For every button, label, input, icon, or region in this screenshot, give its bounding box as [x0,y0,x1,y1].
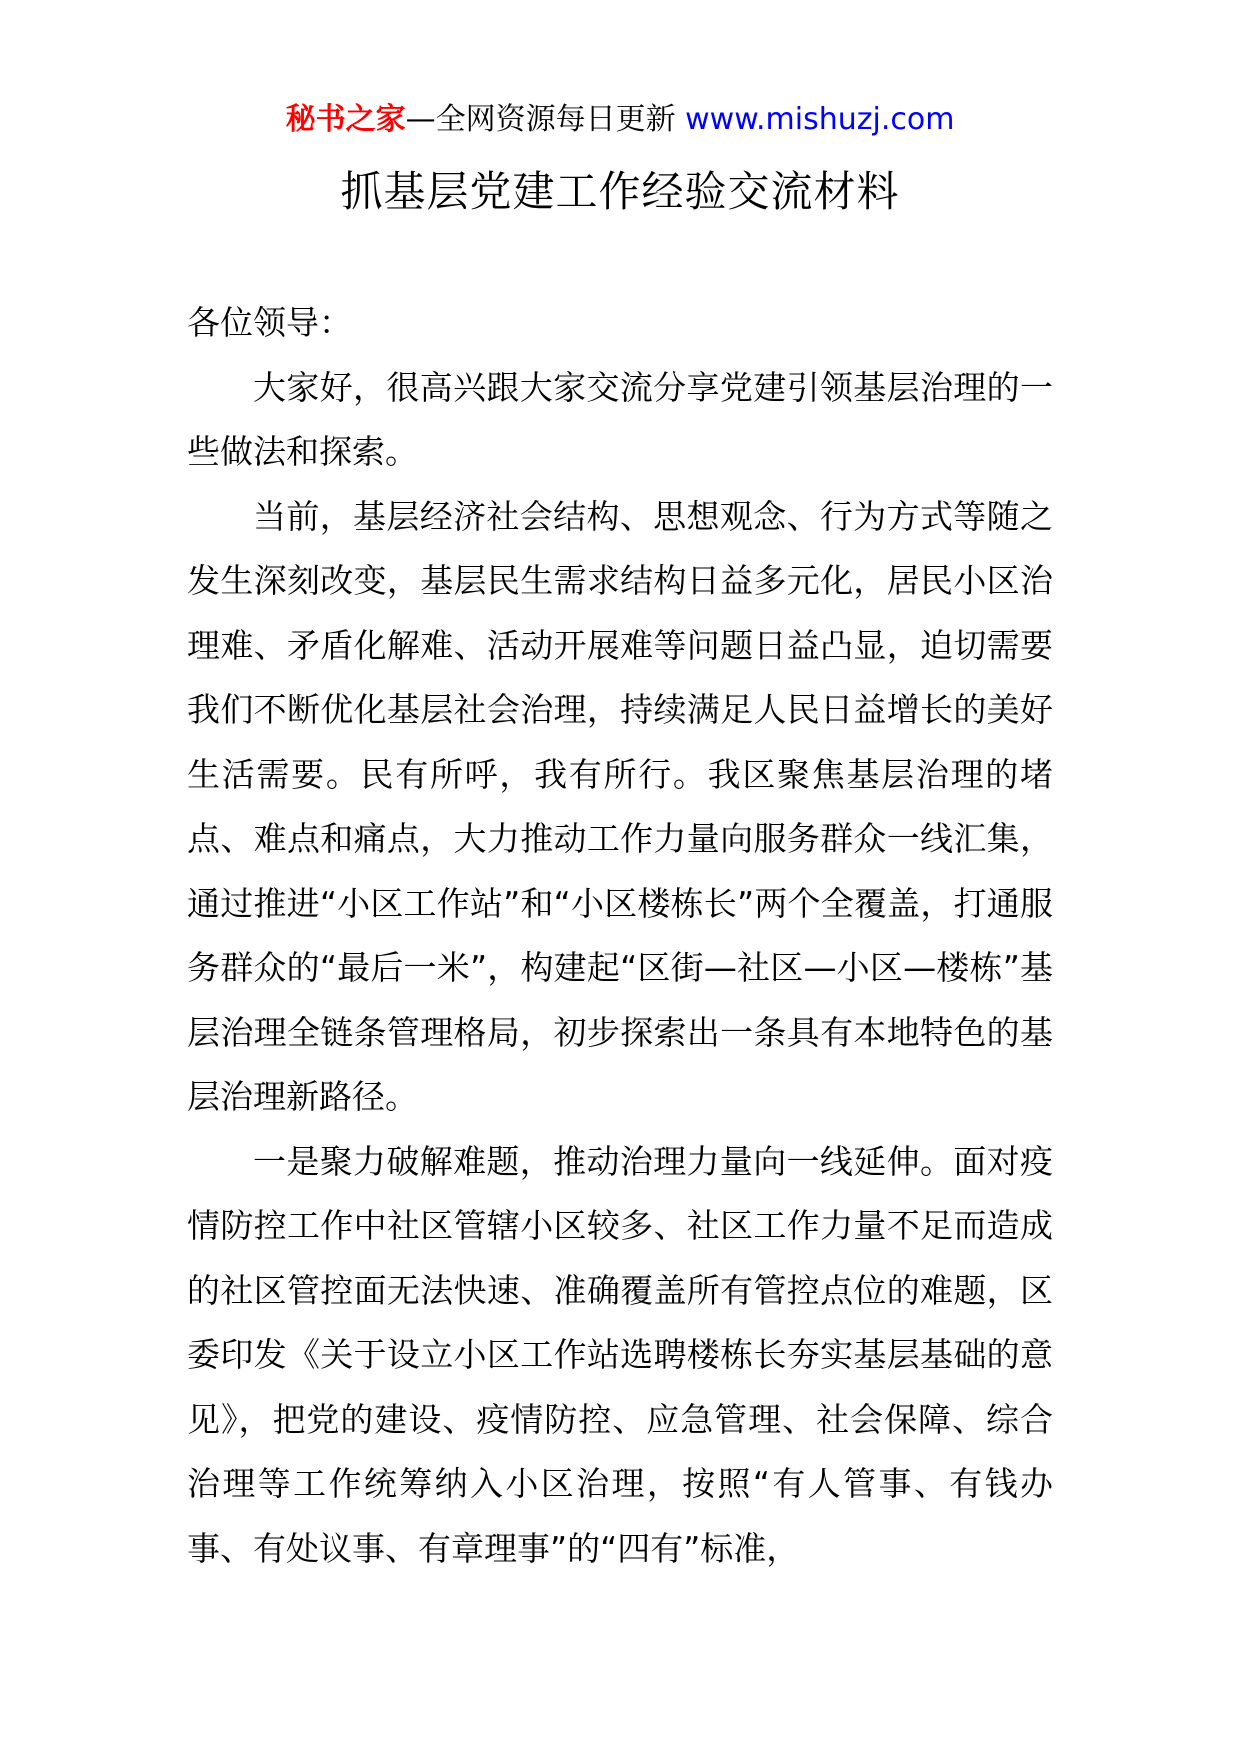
paragraph-greeting: 大家好，很高兴跟大家交流分享党建引领基层治理的一些做法和探索。 [187,367,1053,471]
site-slogan: —全网资源每日更新 [405,102,686,137]
site-url-link[interactable]: www.mishuzj.com [685,102,955,137]
salutation: 各位领导： [187,303,352,342]
document-title: 抓基层党建工作经验交流材料 [340,167,900,216]
site-banner [0,100,1240,140]
paragraph-point-one: 一是聚力破解难题，推动治理力量向一线延伸。面对疫情防控工作中社区管辖小区较多、社区工作力量不足而造成的社区管控面无法快速、准确覆盖所有管控点位的难题，区委印发《关于设立小区工作站选聘楼栋长夯实基层基础的意见》，把党的建设、疫情防控、应急管理、社会保障、综合治理等工作统筹纳入小区治理，按照“有人管事、有钱办事、有处议事、有章理事”的“四有”标准， [187,1141,1053,1568]
site-brand: 秘书之家 [285,102,406,137]
document-body [187,291,1053,1581]
paragraph-background: 当前，基层经济社会结构、思想观念、行为方式等随之发生深刻改变，基层民生需求结构日益多元化，居民小区治理难、矛盾化解难、活动开展难等问题日益凸显，迫切需要我们不断优化基层社会治理，持续满足人民日益增长的美好生活需要。民有所呼，我有所行。我区聚焦基层治理的堵点、难点和痛点，大力推动工作力量向服务群众一线汇集，通过推进“小区工作站”和“小区楼栋长”两个全覆盖，打通服务群众的“最后一米”，构建起“区街—社区—小区—楼栋”基层治理全链条管理格局，初步探索出一条具有本地特色的基层治理新路径。 [187,496,1053,1116]
